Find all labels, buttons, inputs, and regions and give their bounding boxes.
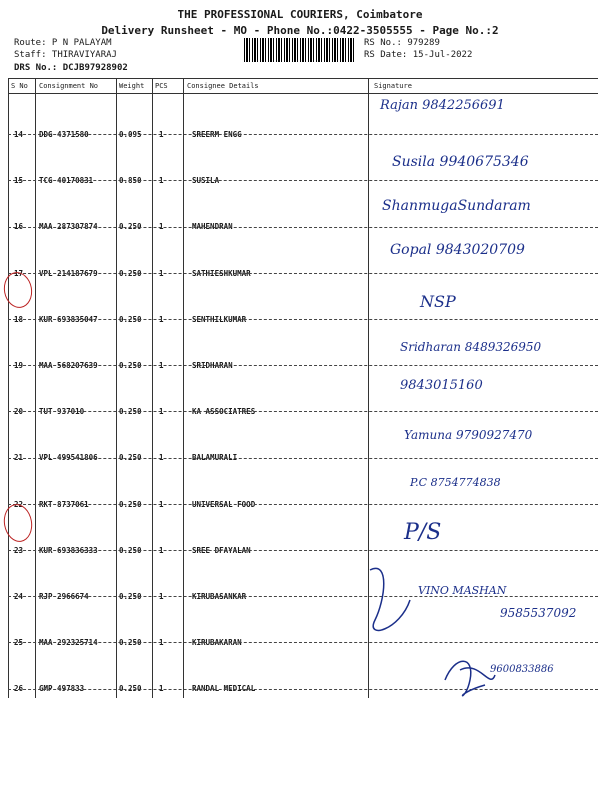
column-header-consignment: Consignment No [39, 82, 99, 90]
column-header-consignee: Consignee Details [187, 82, 259, 90]
cell-sno: 23 [14, 545, 24, 555]
signature-scribble [440, 650, 500, 700]
column-header-weight: Weight [119, 82, 145, 90]
cell-consignee: KA ASSOCIATRES [192, 407, 256, 417]
cell-sno: 26 [14, 684, 24, 694]
cell-pcs: 1 [159, 268, 164, 278]
cell-consignment: VPL 214187679 [39, 268, 98, 278]
document-title: THE PROFESSIONAL COURIERS, Coimbatore [177, 8, 423, 21]
row-separator [8, 458, 598, 459]
signature-row-20: 9843015160 [400, 378, 483, 393]
column-divider [183, 78, 184, 698]
cell-sno: 15 [14, 176, 24, 186]
column-header-sno: S No [11, 82, 28, 90]
signature-row-18: NSP [420, 292, 456, 311]
cell-pcs: 1 [159, 684, 164, 694]
cell-consignee: SREE DFAYALAN [192, 545, 251, 555]
document-subtitle: Delivery Runsheet - MO - Phone No.:0422-3505555 - Page No.:2 [101, 24, 499, 37]
cell-consignee: SENTHILKUMAR [192, 314, 247, 324]
cell-sno: 14 [14, 130, 24, 139]
cell-weight: 0.250 [119, 499, 142, 509]
signature-row-21: Yamuna 9790927470 [404, 428, 533, 442]
cell-consignment: GMP 497833 [39, 684, 85, 694]
cell-consignee: UNIVERSAL FOOD [192, 499, 256, 509]
cell-weight: 0.250 [119, 361, 142, 370]
column-divider [8, 78, 9, 698]
cell-consignment: RKT 8737061 [39, 499, 89, 509]
cell-sno: 24 [14, 592, 24, 601]
cell-weight: 0.250 [119, 545, 142, 555]
cell-weight: 0.250 [119, 453, 142, 463]
cell-consignment: RJP 2966674 [39, 592, 89, 601]
cell-sno: 17 [14, 268, 24, 278]
cell-weight: 0.250 [119, 268, 142, 278]
cell-weight: 0.850 [119, 176, 142, 186]
row-separator [8, 411, 598, 412]
cell-consignment: KUR 693836333 [39, 545, 98, 555]
signature-row-15: Susila 9940675346 [392, 154, 529, 170]
cell-consignee: RANDAL MEDICAL [192, 684, 256, 694]
cell-consignee: BALAMURALI [192, 453, 238, 463]
cell-pcs: 1 [159, 592, 164, 601]
signature-row-17: Gopal 9843020709 [390, 242, 525, 258]
cell-sno: 18 [14, 314, 24, 324]
cell-pcs: 1 [159, 545, 164, 555]
column-divider [152, 78, 153, 698]
cell-consignee: SUSILA [192, 176, 220, 186]
rs-date: RS Date: 15-Jul-2022 [364, 50, 473, 60]
column-divider [35, 78, 36, 698]
handwritten-circle-mark [1, 270, 35, 310]
column-divider [116, 78, 117, 698]
cell-sno: 16 [14, 222, 24, 232]
cell-sno: 25 [14, 638, 24, 648]
cell-sno: 20 [14, 407, 24, 417]
signature-row-22: P.C 8754774838 [410, 476, 501, 489]
row-separator [8, 642, 598, 643]
cell-weight: 0.250 [119, 592, 142, 601]
cell-weight: 0.250 [119, 222, 142, 232]
handwritten-circle-mark [1, 499, 35, 544]
barcode [244, 38, 356, 62]
cell-pcs: 1 [159, 638, 164, 648]
signature-row-26: 9600833886 [490, 664, 554, 675]
cell-sno: 22 [14, 499, 24, 509]
signature-row-19: Sridharan 8489326950 [400, 340, 542, 354]
row-separator [8, 689, 598, 690]
signature-row-23: P/S [404, 520, 442, 545]
cell-consignee: KIRUBASANKAR [192, 592, 247, 601]
cell-weight: 0.250 [119, 407, 142, 417]
cell-sno: 21 [14, 453, 24, 463]
drs-label: DRS No.: DCJB97928902 [14, 63, 128, 73]
row-separator [8, 227, 598, 228]
row-separator [8, 273, 598, 274]
cell-weight: 0.250 [119, 314, 142, 324]
row-separator [8, 365, 598, 366]
route-label: Route: P N PALAYAM [14, 38, 112, 48]
cell-consignment: TCG 40170831 [39, 176, 94, 186]
signature-row-14: Rajan 9842256691 [380, 98, 505, 113]
cell-consignee: KIRUBAKARAN [192, 638, 242, 648]
cell-consignment: VPL 499541806 [39, 453, 98, 463]
table-header-border [8, 93, 598, 94]
cell-pcs: 1 [159, 130, 164, 139]
cell-consignee: SREERM ENGG [192, 130, 242, 139]
signature-row-25: 9585537092 [500, 606, 577, 620]
signature-scribble [360, 560, 440, 640]
cell-consignment: DDG 4371580 [39, 130, 89, 139]
row-separator [8, 596, 598, 597]
cell-pcs: 1 [159, 176, 164, 186]
staff-label: Staff: THIRAVIYARAJ [14, 50, 117, 60]
cell-consignment: MAA 568207639 [39, 361, 98, 370]
signature-row-24: VINO MASHAN [418, 584, 507, 597]
cell-consignment: MAA 287307874 [39, 222, 98, 232]
cell-weight: 0.250 [119, 684, 142, 694]
row-separator [8, 550, 598, 551]
cell-pcs: 1 [159, 499, 164, 509]
cell-consignment: MAA 292325714 [39, 638, 98, 648]
cell-consignee: MAHENDRAN [192, 222, 233, 232]
cell-pcs: 1 [159, 361, 164, 370]
cell-consignment: KUR 693835047 [39, 314, 98, 324]
cell-pcs: 1 [159, 453, 164, 463]
cell-weight: 0.095 [119, 130, 142, 139]
cell-consignee: SRIDHARAN [192, 361, 233, 370]
table-top-border [8, 78, 598, 79]
rs-number: RS No.: 979289 [364, 38, 440, 48]
row-separator [8, 180, 598, 181]
signature-row-16: ShanmugaSundaram [382, 198, 531, 214]
column-header-pcs: PCS [155, 82, 168, 90]
cell-weight: 0.250 [119, 638, 142, 648]
cell-pcs: 1 [159, 314, 164, 324]
cell-pcs: 1 [159, 222, 164, 232]
cell-sno: 19 [14, 361, 24, 370]
row-separator [8, 134, 598, 135]
row-separator [8, 319, 598, 320]
cell-consignee: SATHIESHKUMAR [192, 268, 251, 278]
cell-pcs: 1 [159, 407, 164, 417]
column-header-signature: Signature [374, 82, 412, 90]
cell-consignment: TUT 937010 [39, 407, 85, 417]
row-separator [8, 504, 598, 505]
